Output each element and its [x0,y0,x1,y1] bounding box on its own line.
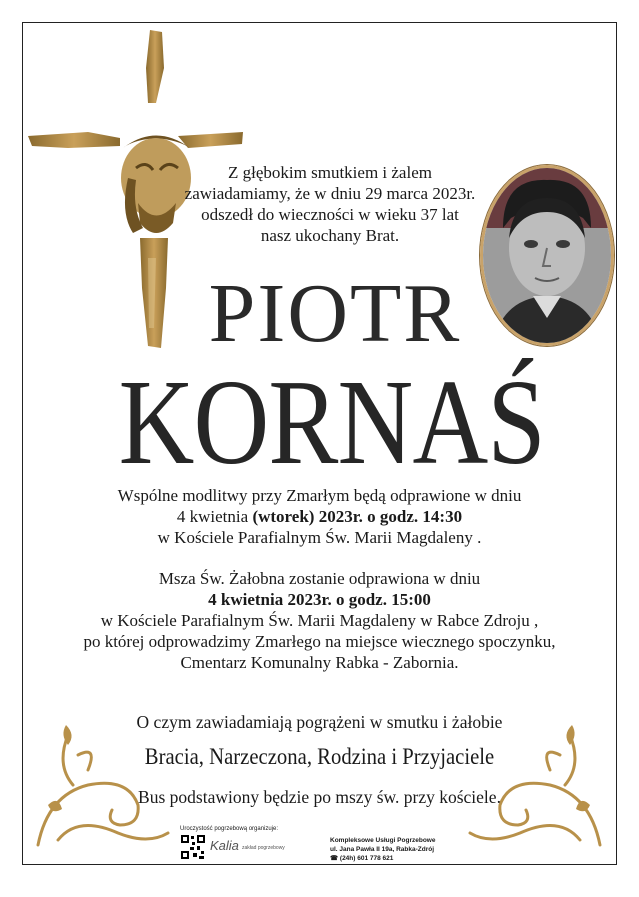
intro-line: zawiadamiamy, że w dniu 29 marca 2023r. [184,184,476,203]
prayer-details [60,485,579,548]
mass-line: w Kościele Parafialnym Św. Marii Magdaleny w Rabce Zdroju , [100,611,539,630]
prayer-line: Wspólne modlitwy przy Zmarłym będą odprawione w dniu [117,486,522,505]
mass-date-line: 4 kwietnia 2023r. o godz. 15:00 [208,590,431,609]
mass-details [50,568,589,673]
organizer-label: Uroczystość pogrzebową organizuje: [180,826,279,832]
intro-text [175,162,485,246]
intro-line: Z głębokim smutkiem i żalem [228,163,432,182]
deceased-last-name: KORNAŚ [118,355,545,490]
company-address: ul. Jana Pawła II 19a, Rabka-Zdrój [330,846,435,853]
mass-line: Cmentarz Komunalny Rabka - Zabornia. [180,653,459,672]
mass-line: Msza Św. Żałobna zostanie odprawiona w dniu [158,569,481,588]
intro-line: nasz ukochany Brat. [260,226,400,245]
deceased-photo [480,165,614,346]
bus-info: Bus podstawiony będzie po mszy św. przy kościele. [138,787,501,807]
funeral-home-subtitle: zakład pogrzebowy [242,845,285,851]
phone-icon: ☎ [330,855,340,862]
prayer-line: w Kościele Parafialnym Św. Marii Magdaleny . [157,528,482,547]
funeral-home-logo: Kalia [210,838,239,853]
mourners: Bracia, Narzeczona, Rodzina i Przyjaciele [144,744,495,769]
ornament-right-icon [460,715,610,855]
prayer-date-line: 4 kwietnia (wtorek) 2023r. o godz. 14:30 [176,507,463,526]
intro-line: odszedł do wieczności w wieku 37 lat [201,205,459,224]
sorrow-line: O czym zawiadamiają pogrążeni w smutku i żałobie [136,712,503,732]
deceased-first-name: PIOTR [208,267,462,360]
company-phone: ☎ (24h) 601 778 621 [330,855,394,862]
ornament-left-icon [28,715,178,855]
company-info [330,836,435,863]
company-line: Kompleksowe Usługi Pogrzebowe [330,837,436,844]
qr-code-icon [180,834,206,860]
mass-line: po której odprowadzimy Zmarłego na miejsce wiecznego spoczynku, [83,632,556,651]
